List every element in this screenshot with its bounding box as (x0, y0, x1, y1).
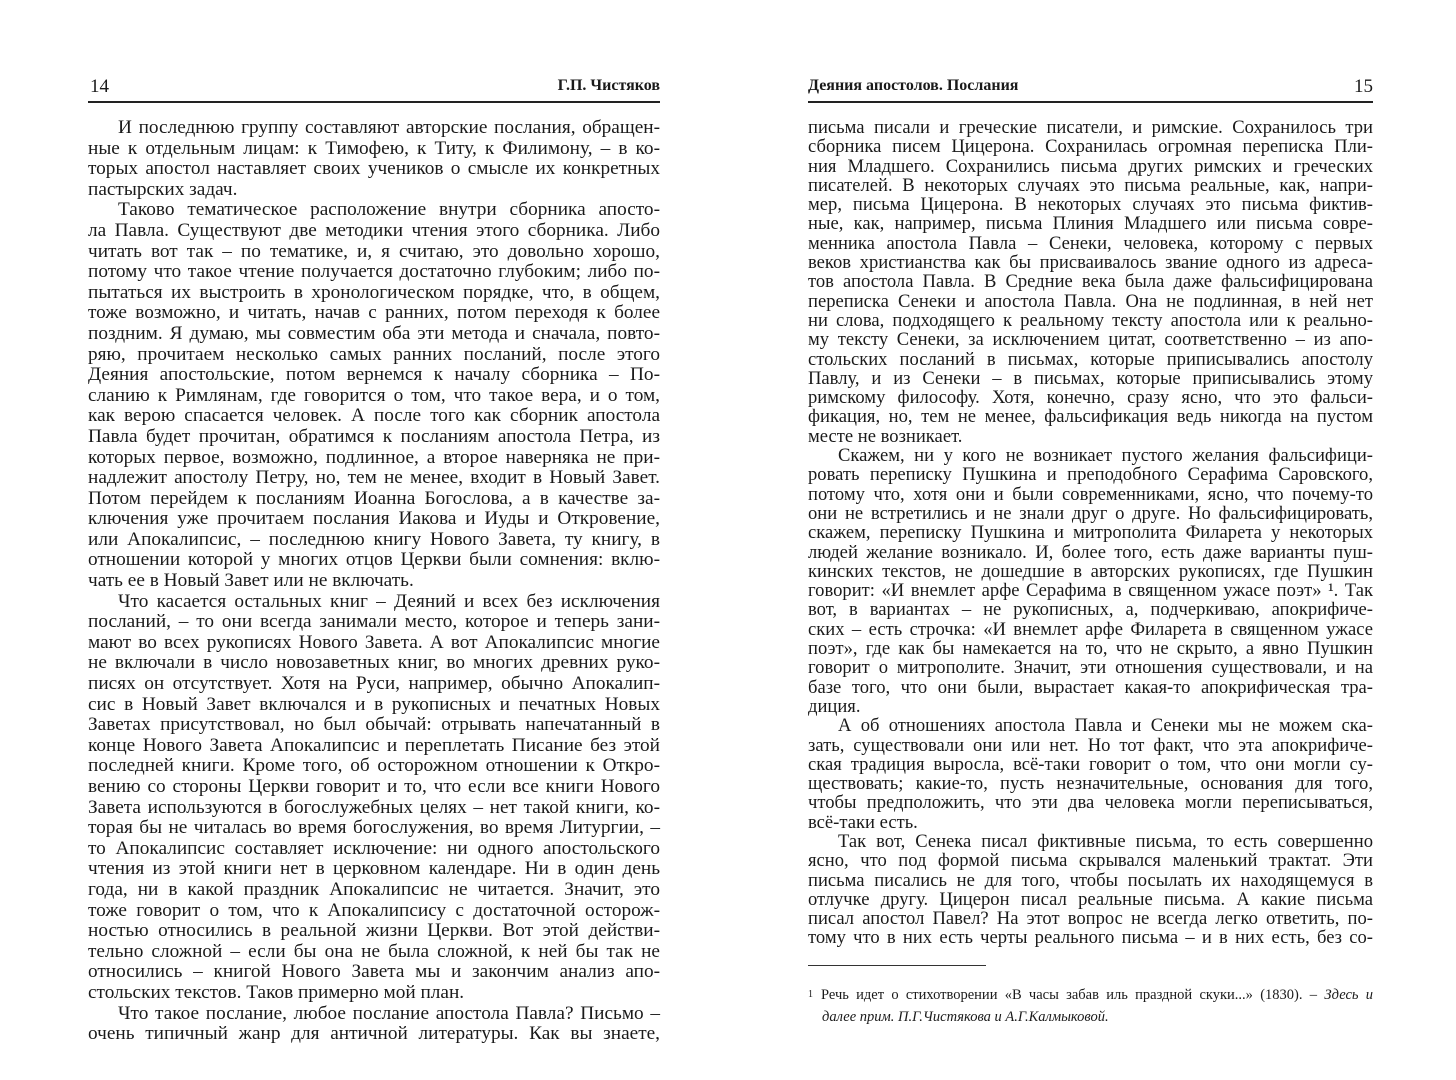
paragraph (808, 118, 1373, 446)
text-line: стольских посланий в письмах, которые приписывались апостолу (808, 348, 1373, 370)
text-line: ла Павла. Существуют две методики чтения этого сборника. Либо (88, 219, 660, 241)
text-line: надлежит апостолу Петру, но, тем не менее, входит в Новый Завет. (88, 467, 660, 489)
text-line: сланию к Римлянам, где говорится о том, что такое вера, и о том, (88, 384, 660, 406)
paragraph (88, 200, 660, 591)
text-line: ществовать; какие-то, пусть незначительные, основания для того, (808, 773, 1373, 795)
page-body (808, 118, 1373, 948)
text-line: торых апостол наставляет своих учеников о смысле их конкретных (88, 158, 660, 180)
text-line: писателей. В некоторых случаях это письма реальные, как, напри- (808, 174, 1373, 196)
text-line: поэт», где как бы намекается на то, что не скрыто, а явно Пушкин (808, 638, 1373, 660)
text-line: тоже возможно, и читать, начав с ранних, потом переходя к более (88, 302, 660, 324)
text-line: ни слова, подходящего к реальному тексту апостола или к реально- (808, 309, 1373, 331)
text-line: тельно сложной – если бы она не была сложной, к ней бы так не (88, 940, 660, 962)
paragraph (808, 716, 1373, 832)
text-line: Скажем, ни у кого не возникает пустого желания фальсифици- (838, 445, 1373, 467)
text-line: Что касается остальных книг – Деяний и всех без исключения (118, 590, 660, 612)
text-line: Таково тематическое расположение внутри сборника апосто- (118, 199, 660, 221)
text-line: ные, как, например, письма Плиния Младшего или письма совре- (808, 213, 1373, 235)
text-line: потому что, хотя они и были современниками, ясно, что почему-то (808, 483, 1373, 505)
text-line: ряю, прочитаем несколько самых ранних посланий, после этого (88, 343, 660, 365)
text-line: Потом перейдем к посланиям Иоанна Богослова, а в качестве за- (88, 487, 660, 509)
text-line: отлучке другу. Цицерон писал реальные письма. А какие письма (808, 888, 1373, 910)
footnote-italic: Здесь и (1324, 987, 1374, 1003)
text-line: посланий, – то они всегда занимали место, которое и теперь зани- (88, 611, 660, 633)
text-line: ключения уже прочитаем послания Иакова и Иуды и Откровение, (88, 508, 660, 530)
left-page (88, 0, 660, 1080)
text-line: не включали в число новозаветных книг, во многих древних руко- (88, 652, 660, 674)
paragraph (88, 592, 660, 1004)
text-line: сис в Новый Завет включался и в рукописных и печатных Новых (88, 693, 660, 715)
text-line: конце Нового Завета Апокалипсис и переплетать Писание без этой (88, 734, 660, 756)
text-line: зать, существовали они или нет. Но тот факт, что эта апокрифиче- (808, 734, 1373, 756)
header-rule (88, 101, 660, 103)
footnote-line (808, 984, 1373, 1006)
text-line: римскому философу. Хотя, конечно, сразу ясно, что это фальси- (808, 387, 1373, 409)
text-line: Что такое послание, любое послание апостола Павла? Письмо – (118, 1002, 660, 1024)
footnote-italic: далее прим. П.Г.Чистякова и А.Г.Калмыковой. (822, 1009, 1109, 1025)
running-head-chapter: Деяния апостолов. Послания (808, 77, 1019, 94)
text-line: писях он отсутствует. Хотя на Руси, например, обычно Апокалип- (88, 673, 660, 695)
text-line: сборника писем Цицерона. Сохранилась огромная переписка Пли- (808, 136, 1373, 158)
footnote-text: Речь идет о стихотворении «В часы забав иль праздной скуки...» (1830). – (821, 987, 1318, 1003)
text-line: скажем, переписку Пушкина и митрополита Филарета у некоторых (808, 522, 1373, 544)
paragraph (808, 446, 1373, 716)
text-line: базе того, что они были, вырастает какая-то апокрифическая тра- (808, 676, 1373, 698)
text-line: отношении которой у многих отцов Церкви были сомнения: вклю- (88, 549, 660, 571)
paragraph (88, 1004, 660, 1045)
text-line: Так вот, Сенека писал фиктивные письма, то есть совершенно (838, 830, 1373, 852)
text-line: чать ее в Новый Завет или не включать. (88, 570, 414, 592)
text-line: тоже говорит о том, что к Апокалипсису с достаточной осторож- (88, 899, 660, 921)
text-line: ностью относились в реальной жизни Церкви. Вот этой действи- (88, 920, 660, 942)
right-page (808, 0, 1373, 1080)
text-line: всё-таки есть. (808, 811, 918, 833)
text-line: потому что такое чтение получается достаточно глубоким; либо по- (88, 261, 660, 283)
text-line: как верою спасается человек. А после того как сборник апостола (88, 405, 660, 427)
text-line: веков христианства как бы присваивалось звание одного из адреса- (808, 252, 1373, 274)
text-line: тов апостола Павла. В Средние века была даже фальсифицирована (808, 271, 1373, 293)
page-body (88, 118, 660, 1045)
text-line: ских – есть строчка: «И внемлет арфе Филарета в священном ужасе (808, 618, 1373, 640)
text-line: кинских текстов, не дошедшие в авторских рукописях, где Пушкин (808, 560, 1373, 582)
text-line: стольских текстов. Таков примерно мой план. (88, 981, 465, 1003)
text-line: фикация, но, тем не менее, фальсификация ведь никогда на пустом (808, 406, 1373, 428)
text-line: Павла будет прочитан, обратимся к посланиям апостола Петра, из (88, 425, 660, 447)
text-line: вот, в вариантах – не рукописных, а, подчеркиваю, апокрифиче- (808, 599, 1373, 621)
page-number: 14 (90, 76, 109, 97)
text-line: ные к отдельным лицам: к Тимофею, к Титу, к Филимону, – в ко- (88, 137, 660, 159)
text-line: Деяния апостольские, потом вернемся к началу сборника – По- (88, 364, 660, 386)
text-line: Заветах присутствовал, но был обычай: отрывать напечатанный в (88, 714, 660, 736)
text-line: пастырских задач. (88, 178, 238, 200)
text-line: А об отношениях апостола Павла и Сенеки мы не можем ска- (838, 715, 1373, 737)
paragraph (808, 832, 1373, 948)
text-line: очень типичный жанр для античной литературы. Как вы знаете, (88, 1023, 660, 1045)
footnote-marker: 1 (808, 989, 813, 1000)
text-line: ния Младшего. Сохранились письма других римских и греческих (808, 155, 1373, 177)
text-line: последней книги. Кроме того, об осторожном отношении к Откро- (88, 755, 660, 777)
text-line: ясно, что под формой письма скрывался маленький трактат. Эти (808, 850, 1373, 872)
text-line: года, ни в какой праздник Апокалипсис не читается. Значит, это (88, 878, 660, 900)
footnote-rule (808, 965, 986, 966)
text-line: письма писали и греческие писатели, и римские. Сохранилось три (808, 117, 1373, 138)
text-line: они не встретились и не знали друг о друге. Но фальсифицировать, (808, 502, 1373, 524)
running-head-author: Г.П. Чистяков (557, 77, 660, 94)
text-line: которых первое, возможно, подлинное, а второе наверняка не при- (88, 446, 660, 468)
page-number: 15 (1354, 76, 1373, 97)
text-line: менника апостола Павла – Сенеки, человека, которому с первых (808, 232, 1373, 254)
text-line: или Апокалипсис, – последнюю книгу Нового Завета, ту книгу, в (88, 528, 660, 550)
text-line: вению со стороны Церкви говорит и то, что если все книги Нового (88, 776, 660, 797)
text-line: Павлу, и из Сенеки – в письмах, которые приписывались этому (808, 367, 1373, 389)
text-line: Завета используются в богослужебных целях – нет такой книги, ко- (88, 796, 660, 818)
text-line: торая бы не читалась во время богослужения, во время Литургии, – (88, 817, 660, 839)
text-line: ская традиция выросла, всё-таки говорит о том, что они могли су- (808, 753, 1373, 775)
text-line: говорит о митрополите. Значит, эти отношения существовали, и на (808, 657, 1373, 679)
header-rule (808, 101, 1373, 103)
text-line: диция. (808, 695, 861, 717)
text-line: пытаться их выстроить в хронологическом порядке, что, в общем, (88, 281, 660, 303)
text-line: му тексту Сенеки, за исключением цитат, соответственно – из апо- (808, 329, 1373, 351)
text-line: чтения из этой книги нет в церковном календаре. Ни в один день (88, 858, 660, 880)
text-line: писал апостол Павел? На этот вопрос не всегда легко ответить, по- (808, 908, 1373, 930)
text-line: относились – книгой Нового Завета мы и закончим анализ апо- (88, 961, 660, 983)
text-line: тому что в них есть черты реального письма – и в них есть, без со- (808, 927, 1373, 949)
footnote (808, 984, 1373, 1028)
text-line: говорит: «И внемлет арфе Серафима в священном ужасе поэт» ¹. Так (808, 580, 1373, 602)
text-line: людей желание возникало. И, более того, есть даже варианты пуш- (808, 541, 1373, 563)
paragraph (88, 118, 660, 200)
text-line: то Апокалипсис составляет исключение: ни одного апостольского (88, 837, 660, 859)
text-line: месте не возникает. (808, 425, 963, 447)
text-line: чтобы предположить, что эти два человека могли переписываться, (808, 792, 1373, 814)
text-line: переписка Сенеки и апостола Павла. Она не подлинная, в ней нет (808, 290, 1373, 312)
text-line: мер, письма Цицерона. В некоторых случаях это письма фиктив- (808, 194, 1373, 216)
text-line: мают во всех рукописях Нового Завета. А вот Апокалипсис многие (88, 631, 660, 653)
text-line: И последнюю группу составляют авторские послания, обращен- (118, 117, 660, 138)
text-line: ровать переписку Пушкина и преподобного Серафима Саровского, (808, 464, 1373, 486)
text-line: письма писались не для того, чтобы посылать их находящемуся в (808, 869, 1373, 891)
text-line: поздним. Я думаю, мы совместим оба эти метода и сначала, повто- (88, 322, 660, 344)
running-head (808, 76, 1373, 100)
running-head (88, 76, 660, 100)
text-line: читать вот так – по тематике, и, я считаю, это довольно хорошо, (88, 240, 660, 262)
